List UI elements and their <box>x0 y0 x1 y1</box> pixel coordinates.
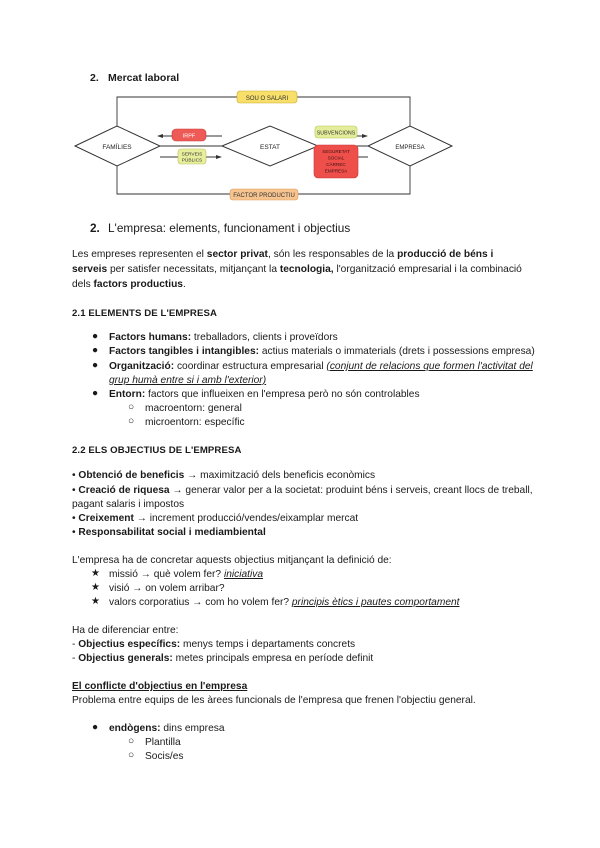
bullet-icon: ● <box>92 360 99 371</box>
sou-salari-label: SOU O SALARI <box>245 96 289 102</box>
estat-label: ESTAT <box>260 144 280 151</box>
circle-bullet-icon: ○ <box>128 750 135 761</box>
objectius-generals: - Objectius generals: metes principals empresa en període definit <box>72 653 374 664</box>
objectiu-responsabilitat: • Responsabilitat social i mediambiental <box>72 527 266 538</box>
section-heading-empresa: 2. L'empresa: elements, funcionament i objectius <box>90 221 351 235</box>
star-icon: ★ <box>91 568 101 579</box>
bullet-icon: ● <box>92 722 99 733</box>
bullet-icon: ● <box>92 331 99 342</box>
list-item-factors-tangibles: Factors tangibles i intangibles: actius materials o immaterials (drets i possessions empresa) <box>109 346 535 357</box>
circle-bullet-icon: ○ <box>128 736 135 747</box>
empresa-label: EMPRESA <box>395 145 425 151</box>
irpf-label: IRPF <box>182 133 196 140</box>
section-heading-mercat: 2. Mercat laboral <box>90 72 180 84</box>
sub-item-microentorn: microentorn: específic <box>145 417 245 428</box>
conflicte-text: Problema entre equips de les àrees funcionals de l'empresa que frenen l'objectiu general. <box>72 695 476 706</box>
diferenciar-text: Ha de diferenciar entre: <box>72 625 179 636</box>
list-item-organitzacio-cont: grup humà entre si i amb l'exterior) <box>109 375 267 386</box>
red-line4: EMPRESA <box>324 168 348 174</box>
intro-paragraph: Les empreses representen el sector privat, són les responsables de la producció de béns i serveis per satisfer necessitats, mitjançant la tecnologia, l'organització empresarial i la combinació dels factors productius. <box>72 249 522 290</box>
star-item-visio: visió → on volem arribar? <box>109 583 225 594</box>
circular-flow-diagram <box>0 0 600 220</box>
circle-bullet-icon: ○ <box>128 416 135 427</box>
bullet-icon: ● <box>92 345 99 356</box>
objectius-especifics: - Objectius específics: menys temps i departaments concrets <box>72 639 356 650</box>
serveis-line2: PÚBLICS <box>181 158 203 164</box>
objectiu-beneficis: • Obtenció de beneficis → maximització dels beneficis econòmics <box>72 470 376 481</box>
sub-item-socis: Socis/es <box>145 751 184 762</box>
serveis-line1: SERVEIS <box>181 152 203 158</box>
red-line3: CÀRREC <box>326 162 346 167</box>
concretar-text: L'empresa ha de concretar aquests objectius mitjançant la definició de: <box>72 555 392 566</box>
star-item-valors: valors corporatius → com ho volem fer? principis ètics i pautes comportament <box>109 597 460 608</box>
families-label: FAMÍLIES <box>102 144 132 151</box>
red-line2: SOCIAL <box>327 155 345 161</box>
sub-item-macroentorn: macroentorn: general <box>145 403 242 414</box>
objectiu-riquesa-cont: pagant salaris i impostos <box>72 499 185 510</box>
bullet-icon: ● <box>92 388 99 399</box>
circle-bullet-icon: ○ <box>128 402 135 413</box>
star-icon: ★ <box>91 596 101 607</box>
subvencions-label: SUBVENCIONS <box>316 130 356 137</box>
sub-item-plantilla: Plantilla <box>145 737 181 748</box>
red-line1: SEGURETAT <box>322 149 350 154</box>
list-item-endogens: endògens: dins empresa <box>109 723 225 734</box>
star-item-missio: missió → què volem fer? iniciativa <box>109 569 264 580</box>
heading-objectius: 2.2 ELS OBJECTIUS DE L'EMPRESA <box>72 445 242 456</box>
list-item-organitzacio: Organització: coordinar estructura empresarial (conjunt de relacions que formen l'activitat del <box>109 361 533 372</box>
factor-productiu-label: FACTOR PRODUCTIU <box>233 193 295 199</box>
heading-elements: 2.1 ELEMENTS DE L'EMPRESA <box>72 308 217 319</box>
objectiu-creixement: • Creixement → increment producció/vendes/eixamplar mercat <box>72 513 359 524</box>
list-item-entorn: Entorn: factors que influeixen en l'empresa però no són controlables <box>109 389 420 400</box>
star-icon: ★ <box>91 582 101 593</box>
objectiu-riquesa: • Creació de riquesa → generar valor per a la societat: produint béns i serveis, creant llocs de treball, <box>72 485 533 496</box>
list-item-factors-humans: Factors humans: treballadors, clients i proveïdors <box>109 332 338 343</box>
heading-conflicte: El conflicte d'objectius en l'empresa <box>72 681 248 692</box>
